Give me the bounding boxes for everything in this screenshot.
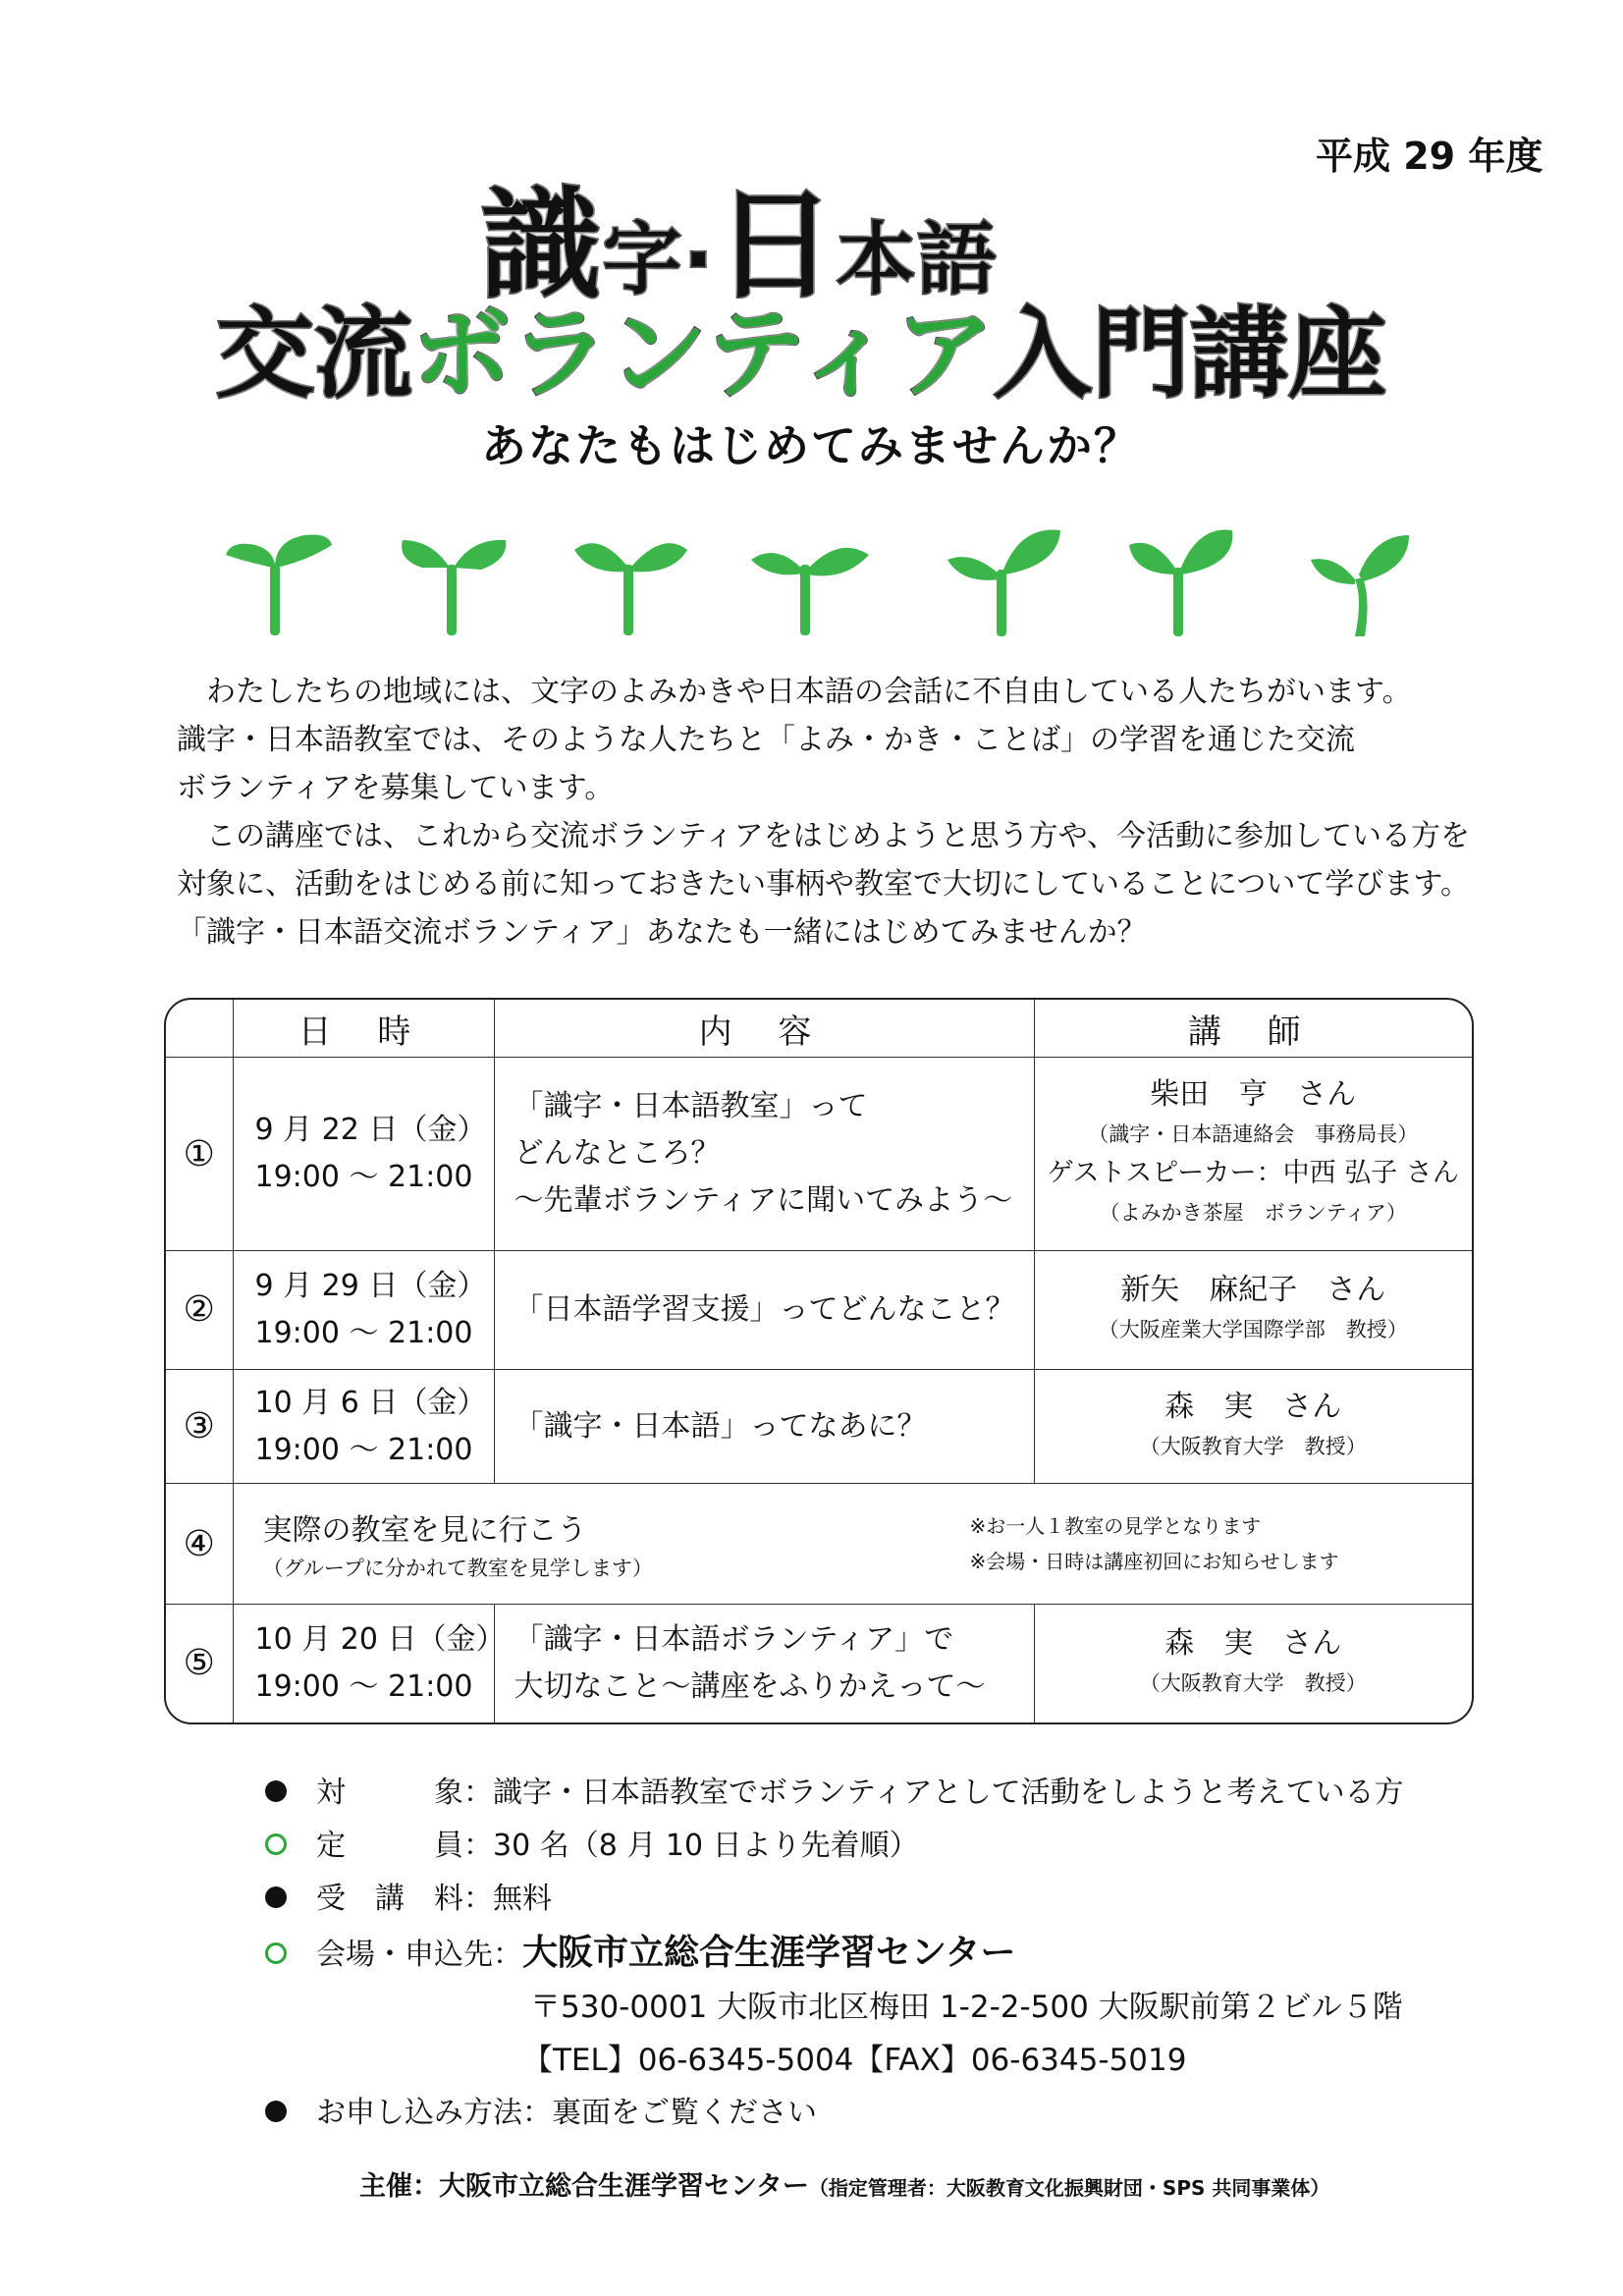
session-content — [494, 1369, 1034, 1484]
content-line: 「識字・日本語教室」って — [514, 1089, 868, 1124]
venue-address: 〒530-0001 大阪市北区梅田 1-2-2-500 大阪駅前第２ビル５階 — [530, 1990, 1403, 2025]
info-label: 受 講 料： — [316, 1882, 493, 1916]
title-char: 本語 — [837, 214, 999, 305]
sprout-icon — [574, 543, 687, 635]
title-part: 交流 — [216, 297, 412, 411]
session-time: 19:00 ～ 21:00 — [254, 1432, 473, 1467]
info-label: お申し込み方法： — [316, 2096, 552, 2130]
session-date — [233, 1604, 506, 1722]
visit-sub: （グループに分かれて教室を見学します） — [262, 1556, 653, 1580]
session-time: 19:00 ～ 21:00 — [254, 1315, 473, 1350]
session-number: ① — [166, 1058, 233, 1251]
session-date — [233, 1251, 494, 1370]
table-row — [166, 1369, 1472, 1484]
session-content — [494, 1058, 1034, 1251]
title-char: 識 — [481, 176, 603, 315]
table-row — [166, 1058, 1472, 1251]
content-line: どんなところ？ — [514, 1136, 721, 1172]
organizer: 主催：大阪市立総合生涯学習センター — [359, 2171, 809, 2202]
intro-line: ボランティアを募集しています。 — [177, 771, 615, 805]
sprout-row — [216, 520, 1414, 638]
filled-circle-icon — [265, 2101, 287, 2122]
intro-text — [177, 668, 1483, 957]
fiscal-year: 平成 29 年度 — [1316, 135, 1543, 178]
session-day: 9 月 29 日（金） — [254, 1268, 487, 1303]
sprout-icon — [1129, 530, 1232, 637]
session-lecturer — [1034, 1251, 1472, 1370]
content-line: ～先輩ボランティアに聞いてみよう～ — [514, 1183, 1013, 1219]
sprout-icon — [1311, 535, 1409, 636]
table-row — [166, 1484, 1472, 1605]
session-day: 10 月 6 日（金） — [254, 1385, 487, 1420]
info-fee — [265, 1874, 552, 1917]
guest-speaker: ゲストスピーカー：中西 弘子 さん — [1047, 1158, 1459, 1189]
info-apply — [265, 2088, 817, 2131]
content-line: 「識字・日本語」ってなあに？ — [514, 1408, 927, 1444]
content-line: 「識字・日本語ボランティア」で — [514, 1621, 954, 1657]
title-char: · — [683, 214, 716, 305]
visit-note: ※お一人１教室の見学となります — [969, 1514, 1262, 1539]
lecturer-role: （大阪産業大学国際学部 教授） — [1098, 1317, 1408, 1341]
session-date — [233, 1058, 494, 1251]
table-header-row — [166, 1000, 1472, 1058]
session-day: 9 月 22 日（金） — [254, 1113, 487, 1148]
info-value: 30 名（8 月 10 日より先着順） — [493, 1829, 919, 1863]
visit-main: 実際の教室を見に行こう — [262, 1512, 587, 1548]
sprout-icon — [402, 540, 506, 635]
session-content — [494, 1251, 1034, 1370]
hollow-circle-icon — [265, 1833, 287, 1855]
lecturer-name: 柴田 亨 さん — [1150, 1077, 1357, 1113]
session-lecturer — [1034, 1369, 1472, 1484]
session-day: 10 月 20 日（金） — [254, 1621, 506, 1657]
hollow-circle-icon — [265, 1942, 287, 1964]
venue-name: 大阪市立総合生涯学習センター — [522, 1933, 1016, 1973]
intro-line: 識字・日本語教室では、そのような人たちと「よみ・かき・ことば」の学習を通じた交流 — [177, 723, 1355, 757]
filled-circle-icon — [265, 1886, 287, 1908]
session-number: ③ — [166, 1369, 233, 1484]
title-char: 字 — [603, 214, 683, 305]
organizer-note: （指定管理者：大阪教育文化振興財団・SPS 共同事業体） — [808, 2176, 1330, 2200]
filled-circle-icon — [265, 1780, 287, 1802]
info-value: 無料 — [493, 1882, 552, 1916]
table-row — [166, 1604, 1472, 1722]
content-line: 「日本語学習支援」ってどんなこと？ — [514, 1291, 1015, 1327]
info-capacity — [265, 1821, 919, 1864]
intro-line: 「識字・日本語交流ボランティア」あなたも一緒にはじめてみませんか？ — [177, 915, 1147, 950]
header-num — [166, 1000, 233, 1058]
sprout-icon — [226, 534, 332, 635]
info-value: 識字・日本語教室でボランティアとして活動をしようと考えている方 — [493, 1776, 1404, 1810]
visit-notes — [970, 1508, 1339, 1579]
guest-role: （よみかき茶屋 ボランティア） — [1099, 1201, 1407, 1226]
table-row — [166, 1251, 1472, 1370]
session-date — [233, 1369, 494, 1484]
lecturer-name: 森 実 さん — [1164, 1389, 1342, 1424]
info-value: 裏面をご覧ください — [552, 2096, 817, 2130]
session-number: ④ — [166, 1484, 233, 1605]
title-part-green: ボランティア — [412, 297, 994, 411]
session-content — [494, 1604, 1034, 1722]
session-time: 19:00 ～ 21:00 — [254, 1160, 473, 1195]
session-lecturer — [1034, 1058, 1472, 1251]
intro-line: 対象に、活動をはじめる前に知っておきたい事柄や教室で大切にしていることについて学びます。 — [177, 867, 1470, 902]
schedule-table — [164, 998, 1474, 1724]
info-target — [265, 1768, 1404, 1811]
header-lecturer: 講 師 — [1034, 1000, 1472, 1058]
session-number: ② — [166, 1251, 233, 1370]
footer — [359, 2164, 1329, 2203]
session-time: 19:00 ～ 21:00 — [254, 1668, 473, 1704]
title-char: 日 — [715, 176, 838, 315]
title-part: 入門講座 — [994, 297, 1386, 411]
lecturer-role: （識字・日本語連絡会 事務局長） — [1088, 1122, 1419, 1147]
lecturer-name: 新矢 麻紀子 さん — [1120, 1272, 1386, 1307]
header-content: 内 容 — [494, 1000, 1034, 1058]
session-lecturer — [1034, 1604, 1472, 1722]
content-line: 大切なこと～講座をふりかえって～ — [514, 1668, 986, 1704]
info-label: 対 象： — [316, 1776, 493, 1810]
title-line-2 — [216, 275, 1386, 416]
sprout-icon — [947, 530, 1060, 637]
intro-line: この講座では、これから交流ボランティアをはじめようと思う方や、今活動に参加している方を — [177, 819, 1470, 853]
sprout-icon — [751, 548, 869, 635]
lecturer-role: （大阪教育大学 教授） — [1139, 1434, 1367, 1458]
info-label: 会場・申込先： — [316, 1938, 522, 1972]
info-label: 定 員： — [316, 1829, 493, 1863]
session-number: ⑤ — [166, 1604, 233, 1722]
lecturer-role: （大阪教育大学 教授） — [1139, 1670, 1367, 1695]
header-date: 日 時 — [233, 1000, 494, 1058]
intro-line: わたしたちの地域には、文字のよみかきや日本語の会話に不自由している人たちがいます。 — [177, 675, 1412, 709]
lecturer-name: 森 実 さん — [1164, 1625, 1342, 1661]
visit-session — [233, 1484, 1472, 1605]
visit-note: ※会場・日時は講座初回にお知らせします — [969, 1550, 1339, 1574]
info-venue — [265, 1925, 1016, 1975]
venue-contact: 【TEL】06-6345-5004【FAX】06-6345-5019 — [522, 2043, 1187, 2078]
subtitle: あなたもはじめてみませんか？ — [481, 419, 1141, 472]
